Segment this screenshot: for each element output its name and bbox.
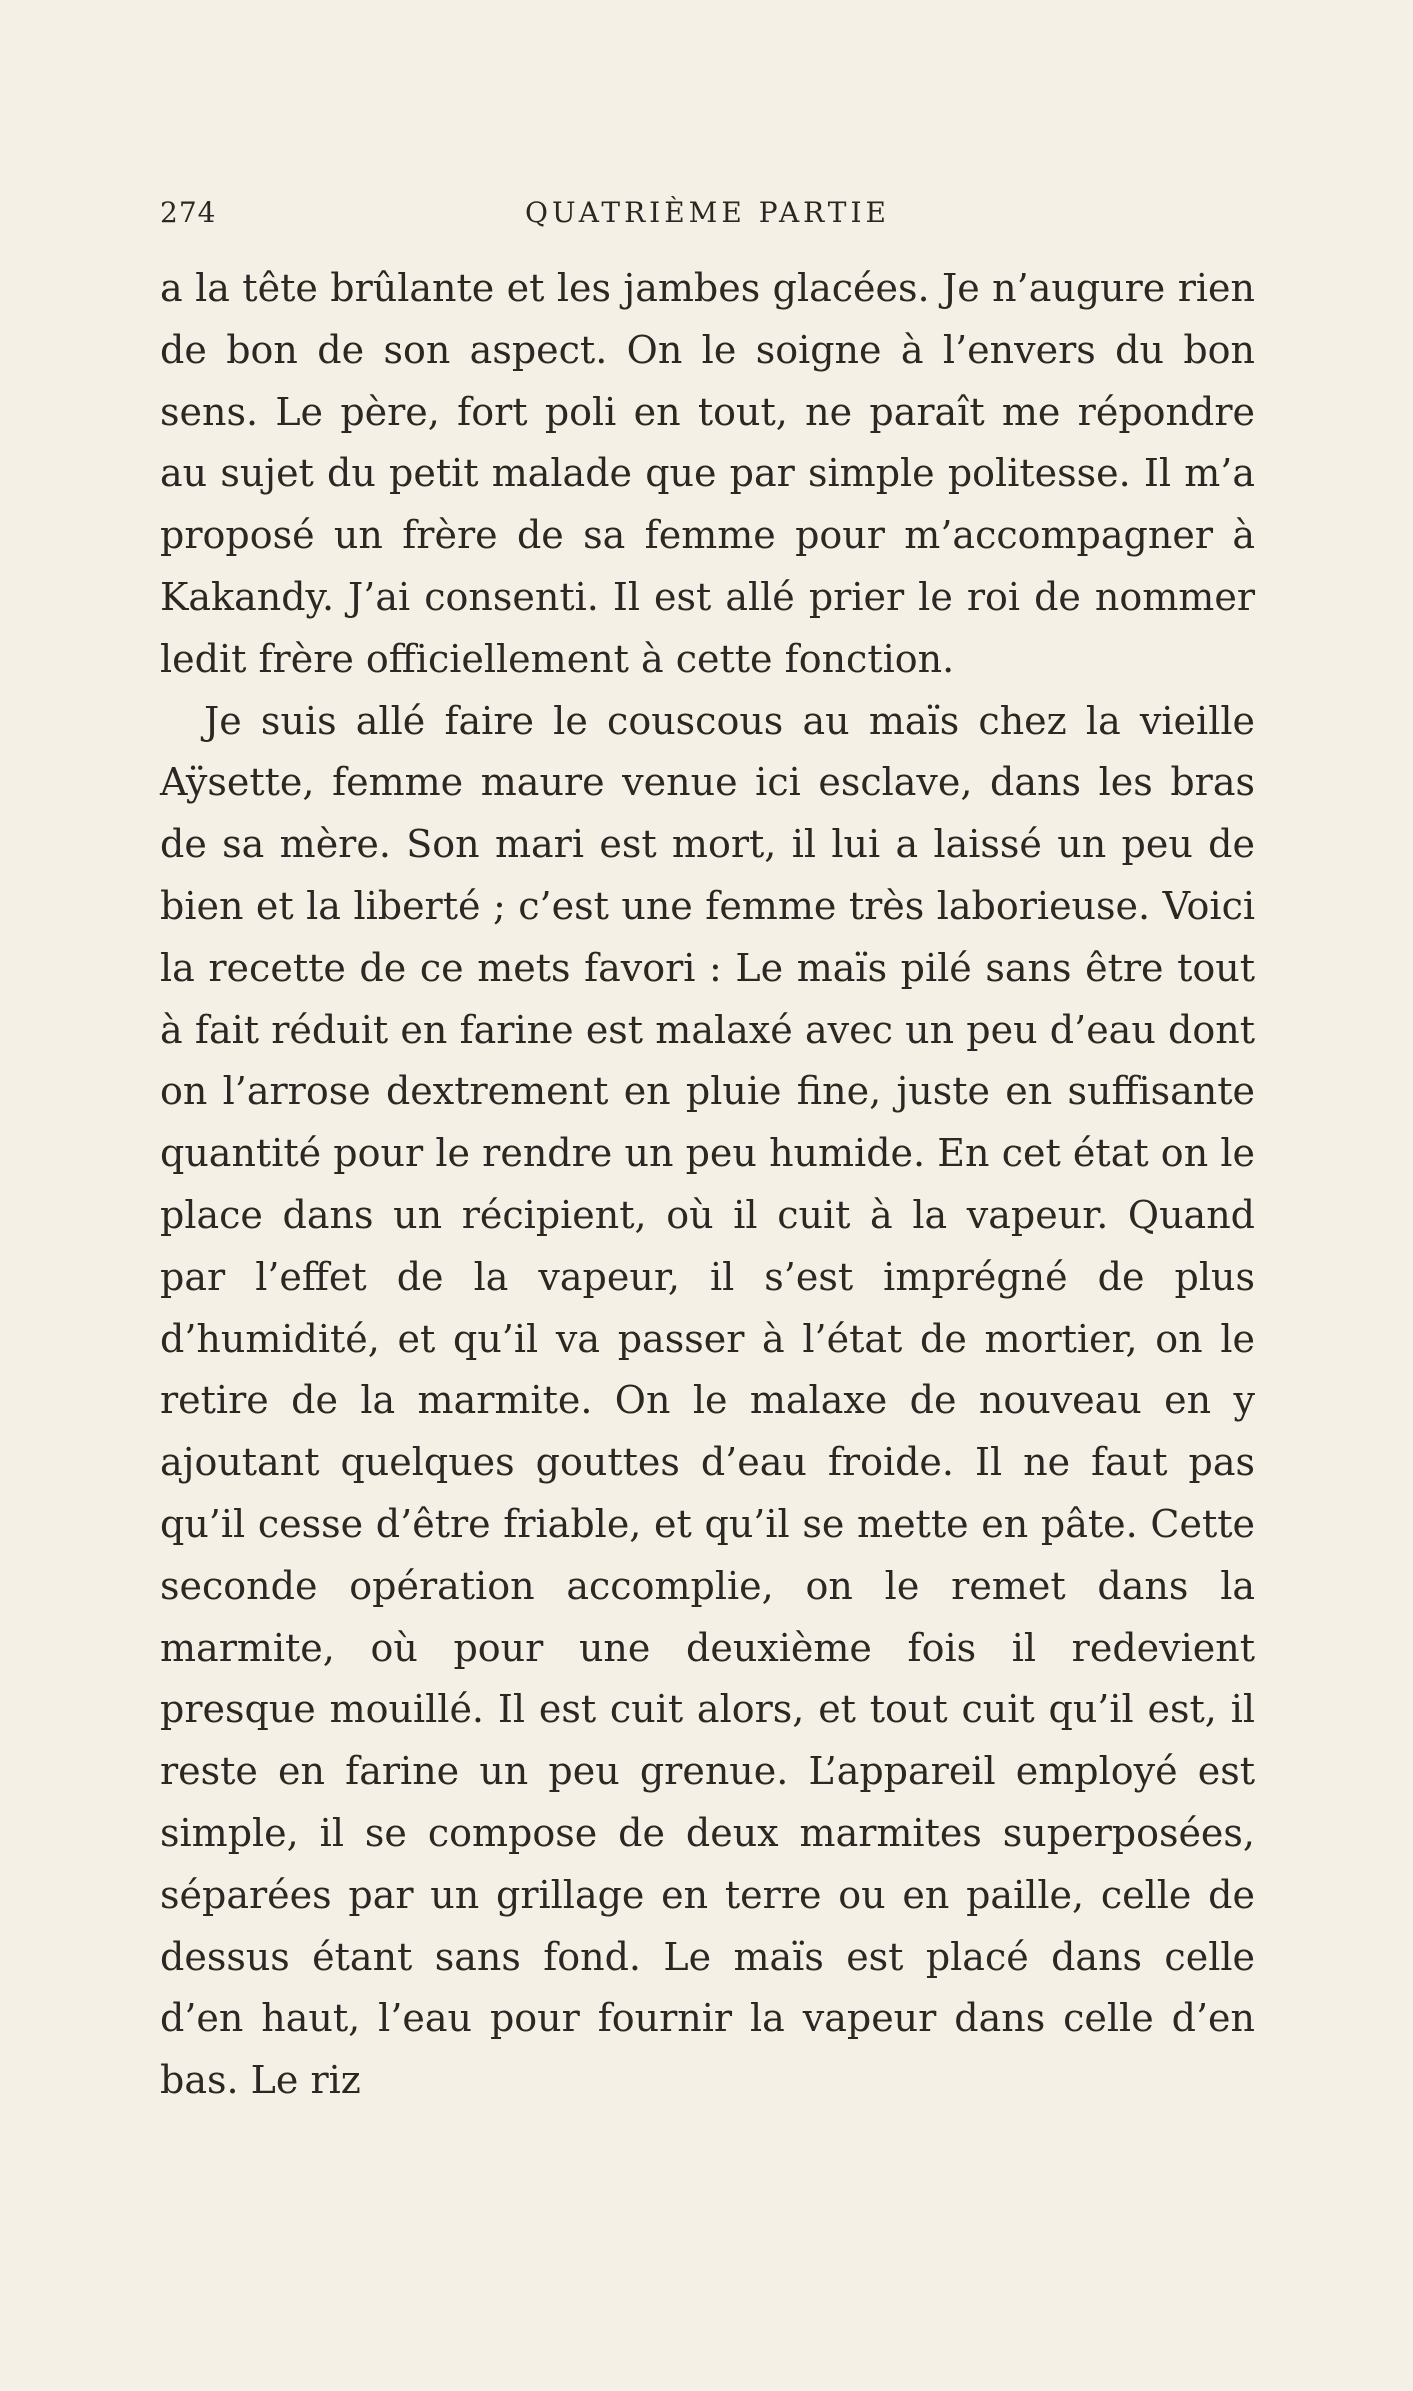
paragraph: Je suis allé faire le couscous au maïs chez la vieille Aÿsette, femme maure venue ici esclave, dans les bras de sa mère. Son mari est mort, il lui a laissé un peu de bien et la liberté ; c’est une femme très laborieuse. Voici la recette de ce mets favori : Le maïs pilé sans être tout à fait réduit en farine est malaxé avec un peu d’eau dont on l’arrose dextrement en pluie fine, juste en suffisante quantité pour le rendre un peu humide. En cet état on le place dans un récipient, où il cuit à la vapeur. Quand par l’effet de la vapeur, il s’est imprégné de plus d’humidité, et qu’il va passer à l’état de mortier, on le retire de la marmite. On le malaxe de nouveau en y ajoutant quelques gouttes d’eau froide. Il ne faut pas qu’il cesse d’être friable, et qu’il se mette en pâte. Cette seconde opération accomplie, on le remet dans la marmite, où pour une deuxième fois il redevient presque mouillé. Il est cuit alors, et tout cuit qu’il est, il reste en farine un peu grenue. L’appareil employé est simple, il se compose de deux marmites superposées, séparées par un grillage en terre ou en paille, celle de dessus étant sans fond. Le maïs est placé dans celle d’en haut, l’eau pour fournir la vapeur dans celle d’en bas. Le riz <box>160 698 1255 2103</box>
running-title: QUATRIÈME PARTIE <box>525 196 890 229</box>
paragraph: a la tête brûlante et les jambes glacées. Je n’augure rien de bon de son aspect. On le soigne à l’envers du bon sens. Le père, fort poli en tout, ne paraît me répondre au sujet du petit malade que par simple politesse. Il m’a proposé un frère de sa femme pour m’accompagner à Kakandy. J’ai consenti. Il est allé prier le roi de nommer ledit frère officiellement à cette fonction. <box>160 266 1255 681</box>
page-header <box>160 196 1255 236</box>
body-text <box>160 258 1255 2112</box>
page-number: 274 <box>160 196 217 229</box>
